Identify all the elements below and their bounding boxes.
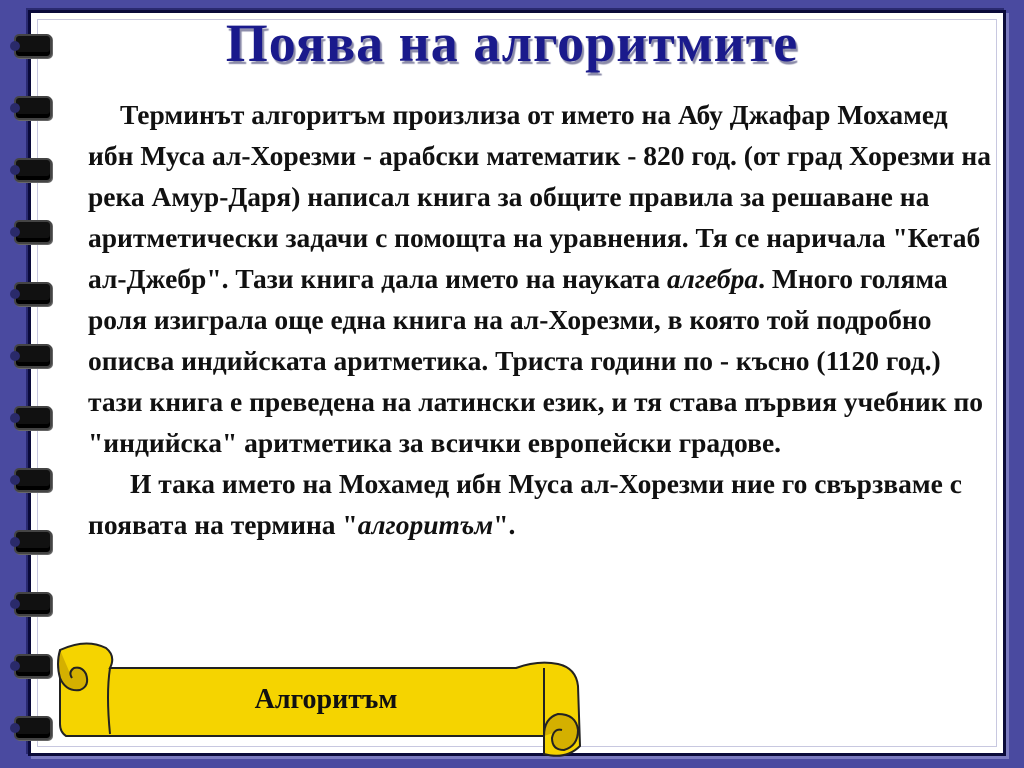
binder-ring (14, 158, 52, 182)
term-algebra: алгебра (667, 263, 759, 294)
slide-title: Поява на алгоритмите (225, 13, 799, 73)
paragraph-1-text-cont: . Много голяма роля изиграла още една книга на ал-Хорезми, в която той подробно описва индийската аритметика. Триста години по - късно (1120 год.) тази книга е преведена на латински език, и тя става първия учебник по "индийска" аритметика за всички европейски градове. (88, 263, 984, 458)
binder-ring (14, 282, 52, 306)
term-algorithm: алгоритъм (357, 509, 494, 540)
paragraph-1-text: Терминът алгоритъм произлиза от името на Абу Джафар Мохамед ибн Муса ал-Хорезми - арабски математик - 820 год. (от град Хорезми на река Амур-Даря) написал книга за общите правила за решаване на аритметически задачи с помощта на уравнения. Тя се наричала "Кетаб ал-Джебр". Тази книга дала името на науката (88, 99, 992, 294)
paragraph-2-text-cont: ". (493, 509, 516, 540)
binder-ring (14, 406, 52, 430)
scroll-banner (46, 634, 586, 760)
binder-ring (14, 96, 52, 120)
scroll-label: Алгоритъм (254, 684, 398, 715)
paragraph-2 (88, 463, 998, 545)
binder-ring (14, 468, 52, 492)
binder-ring (14, 220, 52, 244)
paragraph-2-text: И така името на Мохамед ибн Муса ал-Хорезми ние го свързваме с появата на термина " (88, 468, 962, 540)
binder-ring (14, 344, 52, 368)
body-text (88, 94, 998, 545)
binder-ring (14, 530, 52, 554)
binder-ring (14, 592, 52, 616)
paragraph-1 (88, 94, 998, 463)
